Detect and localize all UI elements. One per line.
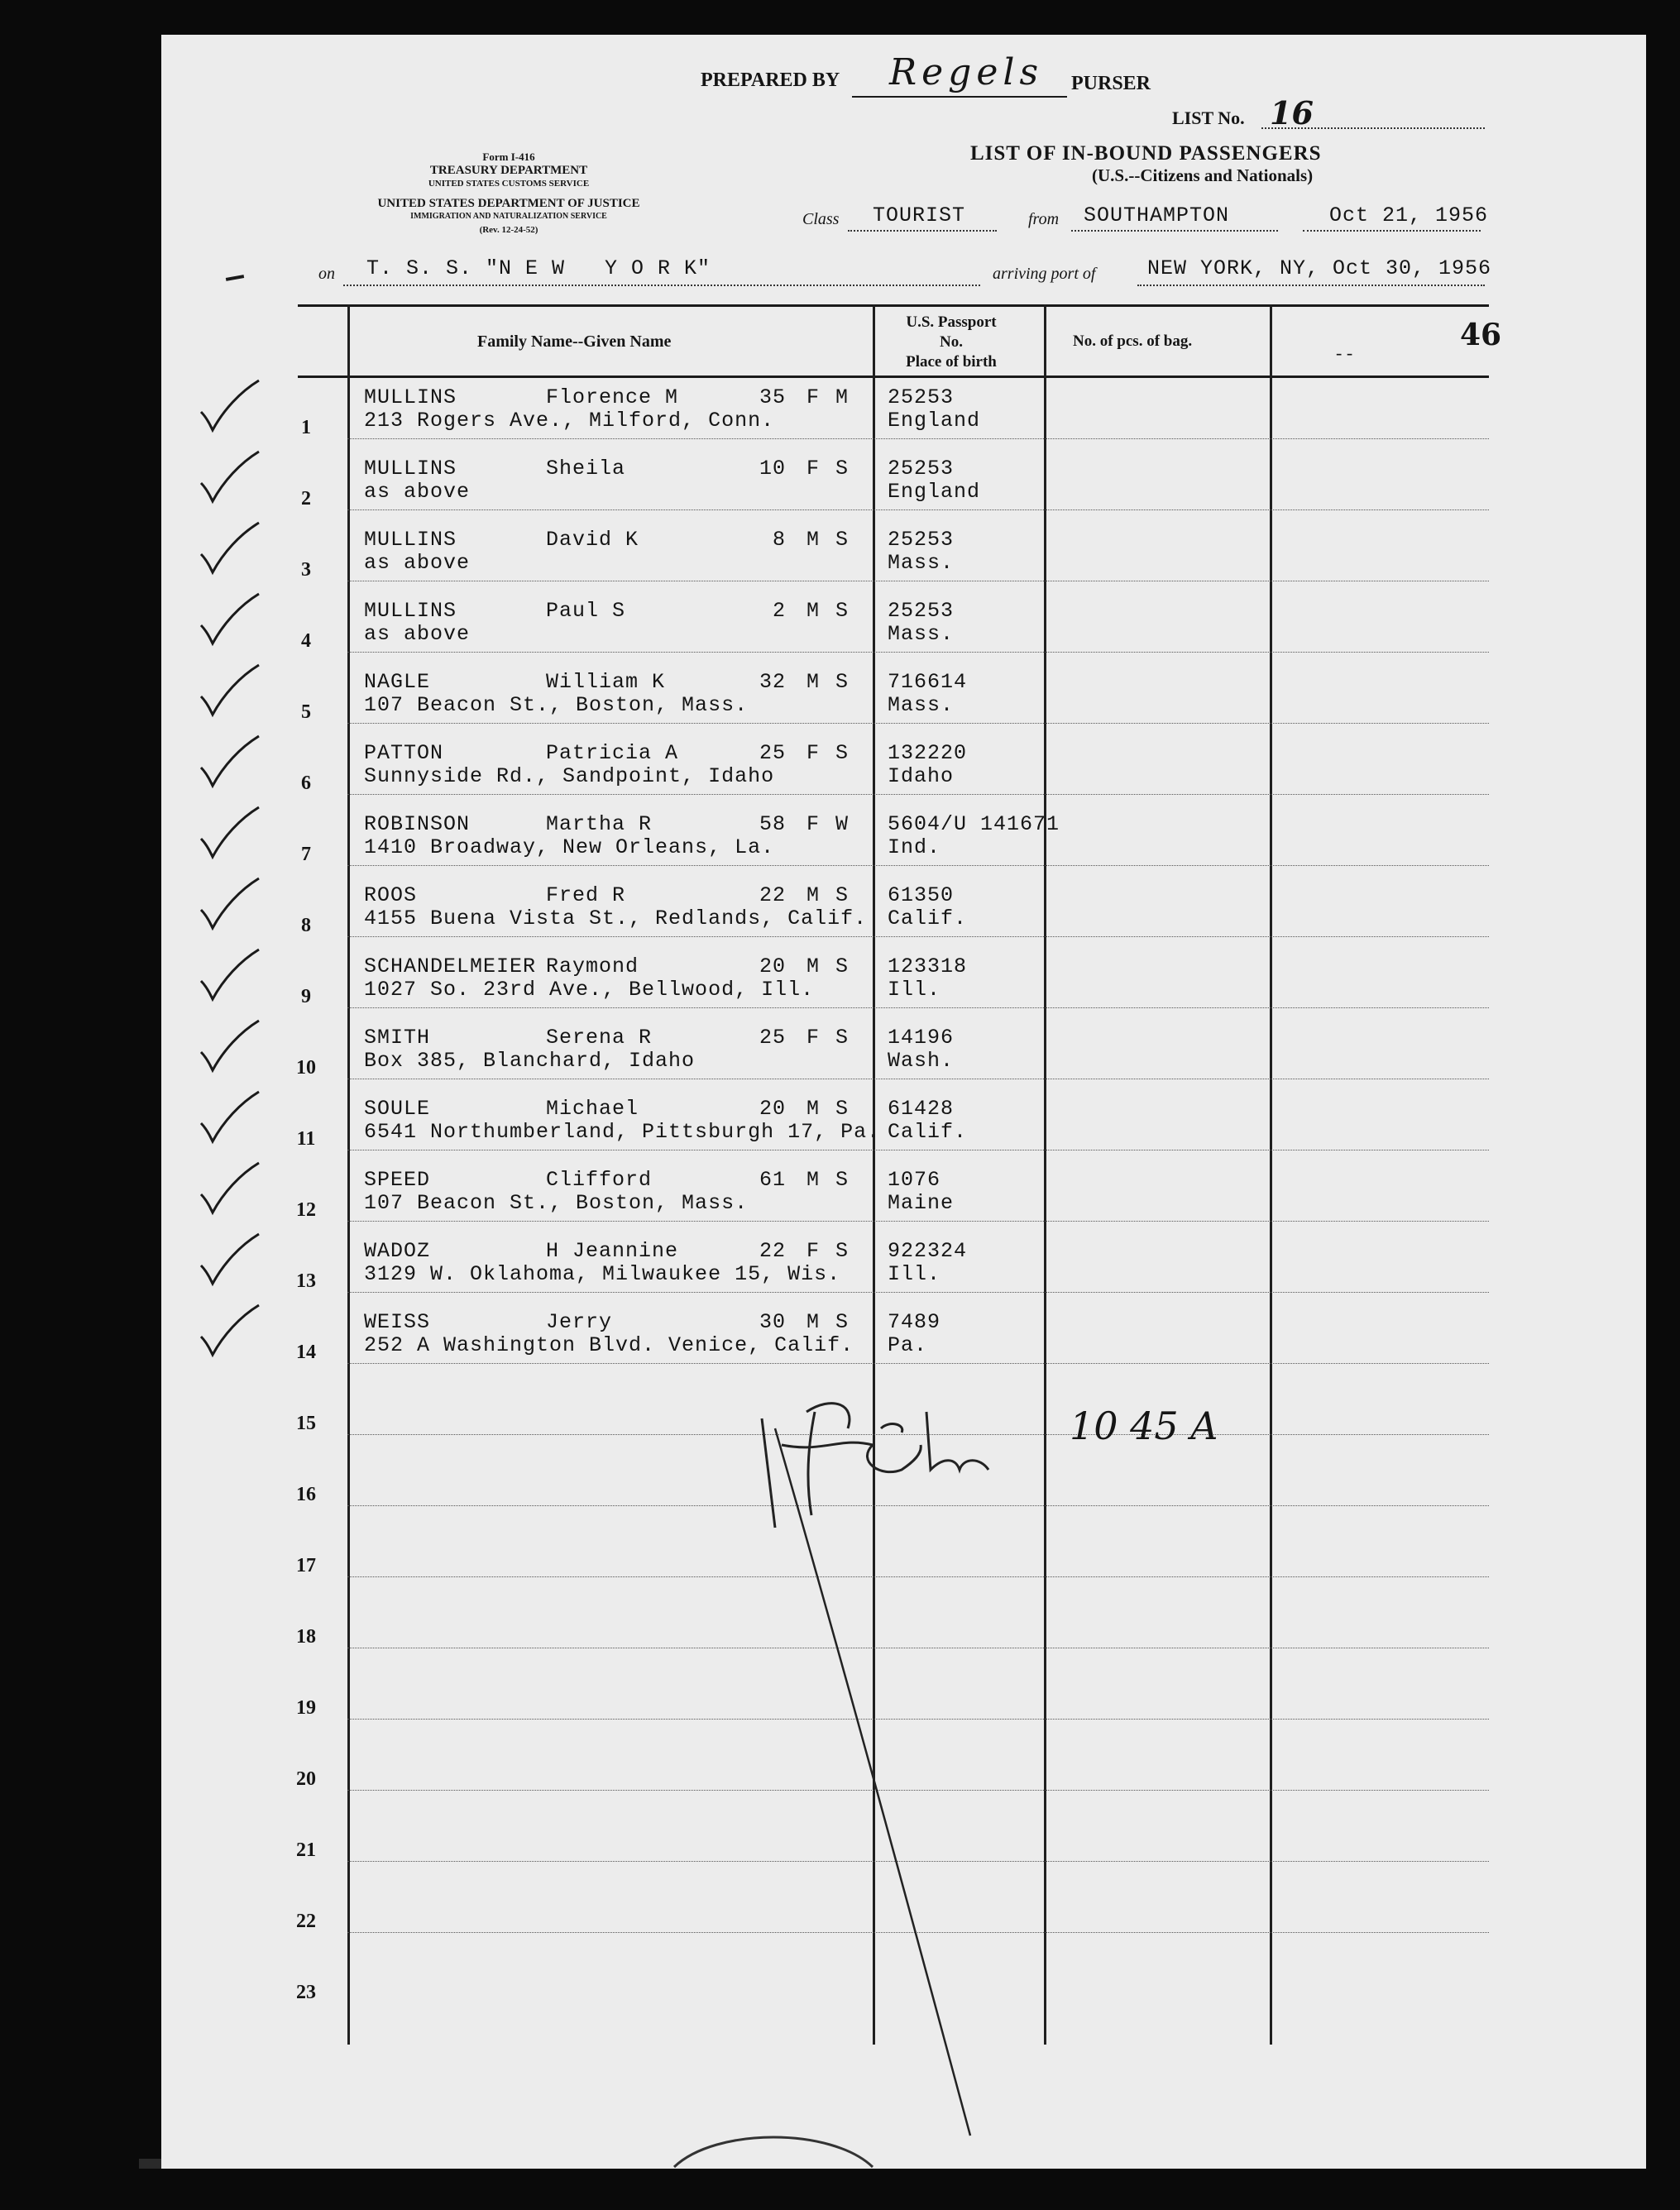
passenger-given-name: David K (546, 528, 639, 552)
place-of-birth: Ill. (888, 1262, 941, 1286)
passenger-surname: SCHANDELMEIER (364, 954, 537, 978)
passenger-given-name: Sheila (546, 457, 626, 481)
prepared-by-label: PREPARED BY (701, 69, 840, 91)
row-divider (347, 1363, 1489, 1364)
row-number: 3 (301, 559, 311, 581)
row-number: 5 (301, 701, 311, 723)
check-mark-icon (194, 804, 269, 862)
passenger-sex: M (806, 883, 821, 907)
passenger-given-name: Jerry (546, 1310, 613, 1334)
passenger-sex: M (806, 599, 821, 623)
empty-row-number: 17 (296, 1555, 316, 1576)
place-of-birth: Maine (888, 1191, 955, 1215)
empty-row-number: 22 (296, 1911, 316, 1932)
passenger-given-name: Serena R (546, 1026, 653, 1050)
table-row (161, 1093, 1646, 1165)
empty-row-number: 19 (296, 1697, 316, 1719)
passenger-marital-status: W (835, 812, 850, 836)
from-label: from (1028, 210, 1060, 228)
date-dots (1303, 230, 1481, 232)
class-label: Class (802, 210, 840, 228)
row-number: 14 (296, 1342, 316, 1363)
place-of-birth: Mass. (888, 551, 955, 575)
check-mark-icon (194, 1302, 269, 1360)
row-divider (347, 865, 1489, 866)
empty-row-number: 21 (296, 1839, 316, 1861)
empty-row-number: 16 (296, 1484, 316, 1505)
place-of-birth: Calif. (888, 906, 968, 930)
from-value: SOUTHAMPTON (1084, 203, 1230, 227)
check-mark-icon (194, 1231, 269, 1289)
check-mark-icon (194, 591, 269, 648)
passport-number: 25253 (888, 385, 955, 409)
table-row (161, 382, 1646, 453)
passenger-address: 107 Beacon St., Boston, Mass. (364, 1191, 749, 1215)
handwritten-note: 10 45 A (1070, 1404, 1218, 1448)
passenger-surname: WADOZ (364, 1239, 431, 1263)
passport-number: 716614 (888, 670, 968, 694)
passenger-age: 22 (759, 883, 786, 907)
table-row (161, 667, 1646, 738)
table-top-rule (298, 304, 1489, 307)
passenger-sex: M (806, 670, 821, 694)
table-row (161, 880, 1646, 951)
passport-header-line2: No. (940, 333, 963, 351)
place-of-birth: Calif. (888, 1120, 968, 1144)
place-of-birth: Wash. (888, 1049, 955, 1073)
passport-header-line1: U.S. Passport (906, 313, 997, 331)
row-number: 8 (301, 915, 311, 936)
place-of-birth: Idaho (888, 764, 955, 788)
passenger-given-name: Patricia A (546, 741, 679, 765)
passport-number: 5604/U 141671 (888, 812, 1060, 836)
place-of-birth: Ind. (888, 835, 941, 859)
passenger-age: 22 (759, 1239, 786, 1263)
passenger-given-name: Clifford (546, 1168, 653, 1192)
passenger-address: 1410 Broadway, New Orleans, La. (364, 835, 775, 859)
passenger-marital-status: S (835, 883, 850, 907)
list-no-label: LIST No. (1172, 108, 1245, 128)
passenger-age: 58 (759, 812, 786, 836)
passenger-age: 61 (759, 1168, 786, 1192)
list-subtitle: (U.S.--Citizens and Nationals) (1092, 165, 1314, 185)
empty-row-number: 18 (296, 1626, 316, 1648)
table-row (161, 1022, 1646, 1093)
table-row (161, 1236, 1646, 1307)
passenger-address: as above (364, 551, 471, 575)
arriving-dots (1137, 285, 1485, 286)
passenger-age: 25 (759, 1026, 786, 1050)
table-row (161, 1307, 1646, 1378)
passenger-marital-status: S (835, 741, 850, 765)
ship-name: T. S. S. "N E W Y O R K" (366, 256, 711, 280)
class-value: TOURIST (873, 203, 966, 227)
passenger-sex: M (806, 1097, 821, 1121)
row-divider (347, 794, 1489, 795)
check-mark-icon (194, 1160, 269, 1217)
passenger-surname: MULLINS (364, 385, 457, 409)
place-of-birth: Pa. (888, 1333, 928, 1357)
table-row (161, 596, 1646, 667)
passenger-surname: SPEED (364, 1168, 431, 1192)
col-header-last-value: 46 (1460, 318, 1502, 352)
passenger-sex: F (806, 1026, 821, 1050)
table-row (161, 738, 1646, 809)
row-number: 12 (296, 1199, 316, 1221)
passenger-surname: ROOS (364, 883, 418, 907)
row-divider (347, 1292, 1489, 1293)
empty-row-number: 23 (296, 1982, 316, 2003)
table-header-rule (298, 376, 1489, 378)
row-number: 10 (296, 1057, 316, 1079)
passenger-age: 32 (759, 670, 786, 694)
passenger-sex: F (806, 457, 821, 481)
passport-number: 25253 (888, 528, 955, 552)
passenger-address: 4155 Buena Vista St., Redlands, Calif. (364, 906, 868, 930)
row-divider (347, 509, 1489, 510)
table-row (161, 524, 1646, 596)
col-header-name: Family Name--Given Name (477, 332, 672, 351)
check-mark-icon (194, 1088, 269, 1146)
row-divider (347, 1221, 1489, 1222)
passenger-address: Box 385, Blanchard, Idaho (364, 1049, 696, 1073)
row-number: 11 (296, 1128, 316, 1150)
check-mark-icon (194, 448, 269, 506)
immigration-service: IMMIGRATION AND NATURALIZATION SERVICE (410, 212, 607, 221)
class-dots (848, 230, 997, 232)
passenger-given-name: Fred R (546, 883, 626, 907)
passenger-surname: SOULE (364, 1097, 431, 1121)
row-divider (347, 723, 1489, 724)
row-divider (347, 1007, 1489, 1008)
check-mark-icon (194, 875, 269, 933)
passenger-address: 3129 W. Oklahoma, Milwaukee 15, Wis. (364, 1262, 841, 1286)
passenger-age: 10 (759, 457, 786, 481)
table-row (161, 453, 1646, 524)
passport-number: 123318 (888, 954, 968, 978)
passport-number: 25253 (888, 457, 955, 481)
passenger-given-name: Florence M (546, 385, 679, 409)
prepared-by-name: Regels (889, 51, 1044, 93)
passport-number: 61350 (888, 883, 955, 907)
passport-number: 922324 (888, 1239, 968, 1263)
passenger-sex: M (806, 954, 821, 978)
passenger-given-name: William K (546, 670, 666, 694)
passenger-surname: ROBINSON (364, 812, 471, 836)
passport-number: 7489 (888, 1310, 941, 1334)
stamp-arc (666, 2119, 881, 2169)
passenger-age: 20 (759, 1097, 786, 1121)
place-of-birth: England (888, 409, 981, 433)
passenger-marital-status: M (835, 385, 850, 409)
passport-number: 132220 (888, 741, 968, 765)
check-mark-icon (194, 946, 269, 1004)
check-mark-icon (194, 733, 269, 791)
check-mark-icon (194, 662, 269, 720)
empty-row-number: 15 (296, 1413, 316, 1434)
passenger-address: 107 Beacon St., Boston, Mass. (364, 693, 749, 717)
passenger-sex: M (806, 1168, 821, 1192)
passenger-marital-status: S (835, 670, 850, 694)
passenger-given-name: Martha R (546, 812, 653, 836)
passenger-surname: MULLINS (364, 599, 457, 623)
arriving-value: NEW YORK, NY, Oct 30, 1956 (1147, 256, 1492, 280)
passenger-marital-status: S (835, 1239, 850, 1263)
passenger-age: 20 (759, 954, 786, 978)
passenger-surname: MULLINS (364, 528, 457, 552)
depart-date: Oct 21, 1956 (1329, 203, 1489, 227)
row-divider (347, 438, 1489, 439)
passport-number: 25253 (888, 599, 955, 623)
passenger-marital-status: S (835, 1168, 850, 1192)
row-number: 2 (301, 488, 311, 509)
passport-number: 61428 (888, 1097, 955, 1121)
row-divider (347, 936, 1489, 937)
passenger-age: 30 (759, 1310, 786, 1334)
passenger-marital-status: S (835, 528, 850, 552)
passenger-marital-status: S (835, 599, 850, 623)
passenger-age: 2 (772, 599, 786, 623)
passenger-surname: NAGLE (364, 670, 431, 694)
passport-header-line3: Place of birth (906, 353, 997, 371)
passport-number: 14196 (888, 1026, 955, 1050)
passenger-given-name: Michael (546, 1097, 639, 1121)
passenger-address: as above (364, 622, 471, 646)
prepared-by-underline (852, 96, 1067, 98)
passenger-sex: F (806, 741, 821, 765)
row-divider (347, 652, 1489, 653)
form-id-block (310, 151, 707, 237)
passenger-given-name: H Jeannine (546, 1239, 679, 1263)
passenger-sex: F (806, 812, 821, 836)
passenger-address: 1027 So. 23rd Ave., Bellwood, Ill. (364, 978, 815, 1002)
list-no-value: 16 (1270, 94, 1314, 132)
arriving-label: arriving port of (993, 265, 1096, 283)
passenger-marital-status: S (835, 954, 850, 978)
col-header-passport (873, 313, 1030, 372)
passenger-age: 8 (772, 528, 786, 552)
inspector-signature (757, 1379, 1104, 2156)
dept-of-justice: UNITED STATES DEPARTMENT OF JUSTICE (377, 197, 640, 210)
passenger-given-name: Raymond (546, 954, 639, 978)
passenger-marital-status: S (835, 457, 850, 481)
place-of-birth: Ill. (888, 978, 941, 1002)
ship-dots (343, 285, 980, 286)
place-of-birth: Mass. (888, 622, 955, 646)
col-header-last-dash: - - (1336, 342, 1353, 363)
passenger-age: 25 (759, 741, 786, 765)
row-number: 1 (301, 417, 311, 438)
list-title: LIST OF IN-BOUND PASSENGERS (970, 142, 1322, 165)
check-mark-icon (194, 1017, 269, 1075)
passport-number: 1076 (888, 1168, 941, 1192)
passenger-sex: M (806, 1310, 821, 1334)
passenger-address: 213 Rogers Ave., Milford, Conn. (364, 409, 775, 433)
passenger-age: 35 (759, 385, 786, 409)
margin-dash-mark (226, 275, 244, 281)
table-row (161, 809, 1646, 880)
passenger-marital-status: S (835, 1310, 850, 1334)
col-header-baggage: No. of pcs. of bag. (1073, 332, 1193, 350)
passenger-surname: SMITH (364, 1026, 431, 1050)
row-number: 13 (296, 1270, 316, 1292)
passenger-sex: M (806, 528, 821, 552)
passenger-sex: F (806, 385, 821, 409)
passenger-given-name: Paul S (546, 599, 626, 623)
customs-service: UNITED STATES CUSTOMS SERVICE (428, 179, 590, 189)
row-number: 9 (301, 986, 311, 1007)
list-no-dots (1261, 127, 1485, 129)
from-dots (1071, 230, 1278, 232)
purser-label: PURSER (1071, 73, 1151, 94)
check-mark-icon (194, 377, 269, 435)
passenger-sex: F (806, 1239, 821, 1263)
passenger-address: 6541 Northumberland, Pittsburgh 17, Pa. (364, 1120, 881, 1144)
row-number: 6 (301, 773, 311, 794)
row-number: 4 (301, 630, 311, 652)
empty-row-number: 20 (296, 1768, 316, 1790)
check-mark-icon (194, 519, 269, 577)
row-number: 7 (301, 844, 311, 865)
passenger-surname: WEISS (364, 1310, 431, 1334)
passenger-address: Sunnyside Rd., Sandpoint, Idaho (364, 764, 775, 788)
table-row (161, 951, 1646, 1022)
table-row (161, 1165, 1646, 1236)
passenger-marital-status: S (835, 1097, 850, 1121)
passenger-surname: PATTON (364, 741, 444, 765)
form-number: Form I-416 (482, 151, 535, 163)
passenger-marital-status: S (835, 1026, 850, 1050)
on-label: on (318, 265, 335, 283)
passenger-surname: MULLINS (364, 457, 457, 481)
treasury-dept: TREASURY DEPARTMENT (429, 164, 588, 177)
place-of-birth: Mass. (888, 693, 955, 717)
passenger-manifest-page (161, 35, 1646, 2169)
passenger-address: 252 A Washington Blvd. Venice, Calif. (364, 1333, 854, 1357)
place-of-birth: England (888, 480, 981, 504)
revision-date: (Rev. 12-24-52) (479, 225, 538, 235)
passenger-address: as above (364, 480, 471, 504)
